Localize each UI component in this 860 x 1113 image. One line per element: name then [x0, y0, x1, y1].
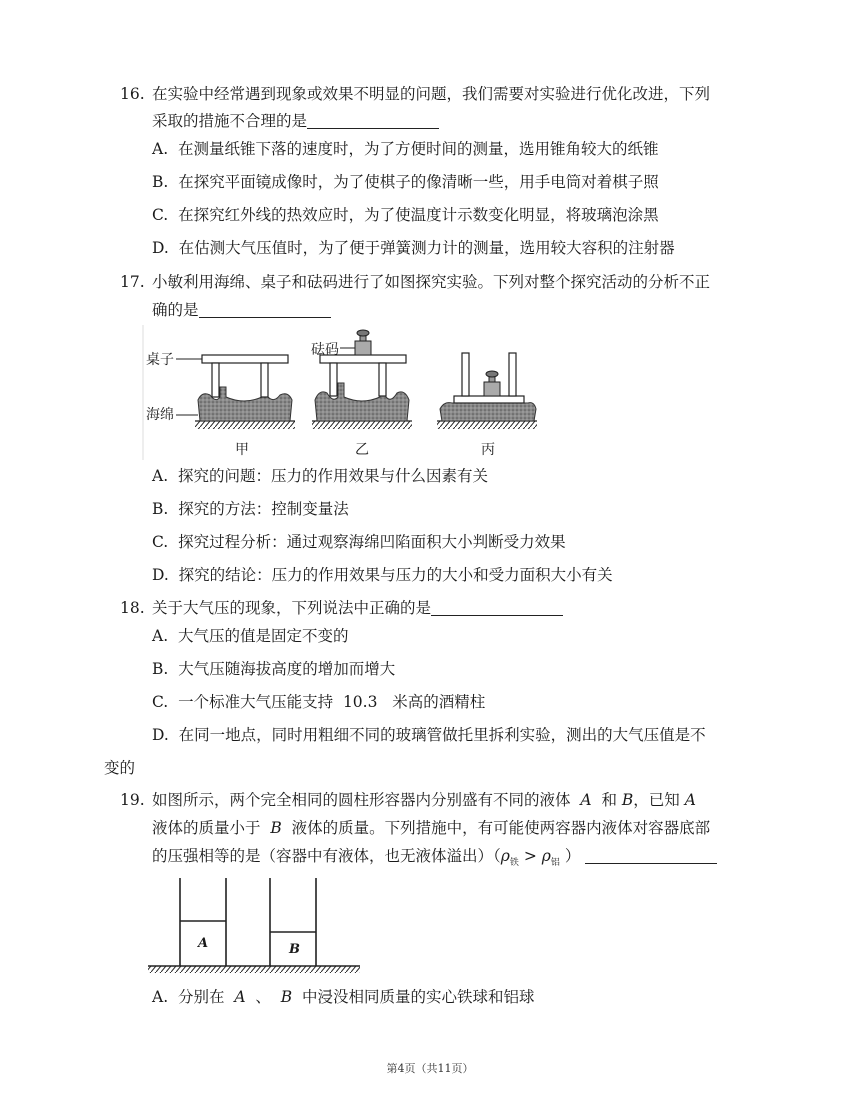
q19-option-a: A. 分别在 A 、 B 中浸没相同质量的实心铁球和铝球 [152, 988, 535, 1006]
q19-stem-line2: 液体的质量小于 B 液体的质量。下列措施中，有可能使两容器内液体对容器底部 [152, 819, 711, 837]
q18-stem-text: 关于大气压的现象，下列说法中正确的是 [152, 599, 432, 617]
q19-stem-line1: 如图所示，两个完全相同的圆柱形容器内分别盛有不同的液体 A 和 B，已知 A [152, 791, 696, 809]
liquid-label-a: A [198, 936, 209, 951]
q17-stem-line1: 小敏利用海绵、桌子和砝码进行了如图探究实验。下列对整个探究活动的分析不正 [152, 273, 711, 291]
setup-jia [176, 355, 295, 429]
q16-stem-text: 采取的措施不合理的是 [152, 112, 308, 130]
q19-number: 19. [120, 791, 145, 809]
q17-number: 17. [120, 273, 145, 291]
q17-stem-text: 确的是 [152, 301, 199, 319]
q16-answer-blank [307, 112, 439, 129]
q18-answer-blank [431, 599, 563, 616]
q16-option-d: D. 在估测大气压值时，为了便于弹簧测力计的测量，选用较大容积的注射器 [152, 239, 675, 257]
q16-number: 16. [120, 85, 145, 103]
q17-answer-blank [199, 301, 331, 318]
q16-stem-line1: 在实验中经常遇到现象或效果不明显的问题，我们需要对实验进行优化改进，下列 [152, 85, 711, 103]
q18-number: 18. [120, 599, 145, 617]
q16-option-a: A. 在测量纸锥下落的速度时，为了方便时间的测量，选用锥角较大的纸锥 [152, 140, 659, 158]
q16-option-b: B. 在探究平面镜成像时，为了使棋子的像清晰一些，用手电筒对着棋子照 [152, 173, 659, 191]
setup-bing [437, 353, 537, 429]
q18-option-d: D. 在同一地点，同时用粗细不同的玻璃管做托里拆利实验，测出的大气压值是不 [152, 726, 706, 744]
label-table: 桌子 [146, 352, 174, 368]
q18-stem-line1 [152, 598, 563, 618]
page-footer: 第4页（共11页） [386, 1062, 474, 1075]
label-sponge: 海绵 [146, 407, 174, 423]
q19-containers-figure [146, 876, 366, 976]
q17-option-c: C. 探究过程分析：通过观察海绵凹陷面积大小判断受力效果 [152, 533, 566, 551]
q18-option-d-wrap: 变的 [104, 759, 136, 777]
q17-sponge-figure [140, 325, 560, 460]
label-weight: 砝码 [311, 342, 339, 358]
caption-bing: 丙 [481, 442, 495, 458]
q19-answer-blank [585, 847, 717, 864]
q17-option-a: A. 探究的问题：压力的作用效果与什么因素有关 [152, 467, 488, 485]
q17-option-d: D. 探究的结论：压力的作用效果与压力的大小和受力面积大小有关 [152, 566, 613, 584]
liquid-label-b: B [289, 942, 300, 957]
q17-option-b: B. 探究的方法：控制变量法 [152, 500, 349, 518]
q18-option-a: A. 大气压的值是固定不变的 [152, 627, 349, 645]
q19-stem-line3: 的压强相等的是（容器中有液体，也无液体溢出）（$\rho_铁 > \rho_铝$ ） [152, 846, 717, 873]
q16-stem-line2 [152, 111, 439, 131]
q18-option-c: C. 一个标准大气压能支持 10.3 米高的酒精柱 [152, 693, 486, 711]
caption-yi: 乙 [355, 442, 369, 458]
caption-jia: 甲 [235, 442, 249, 458]
q18-option-b: B. 大气压随海拔高度的增加而增大 [152, 660, 396, 678]
q16-option-c: C. 在探究红外线的热效应时，为了使温度计示数变化明显，将玻璃泡涂黑 [152, 206, 659, 224]
q17-stem-line2 [152, 300, 331, 320]
